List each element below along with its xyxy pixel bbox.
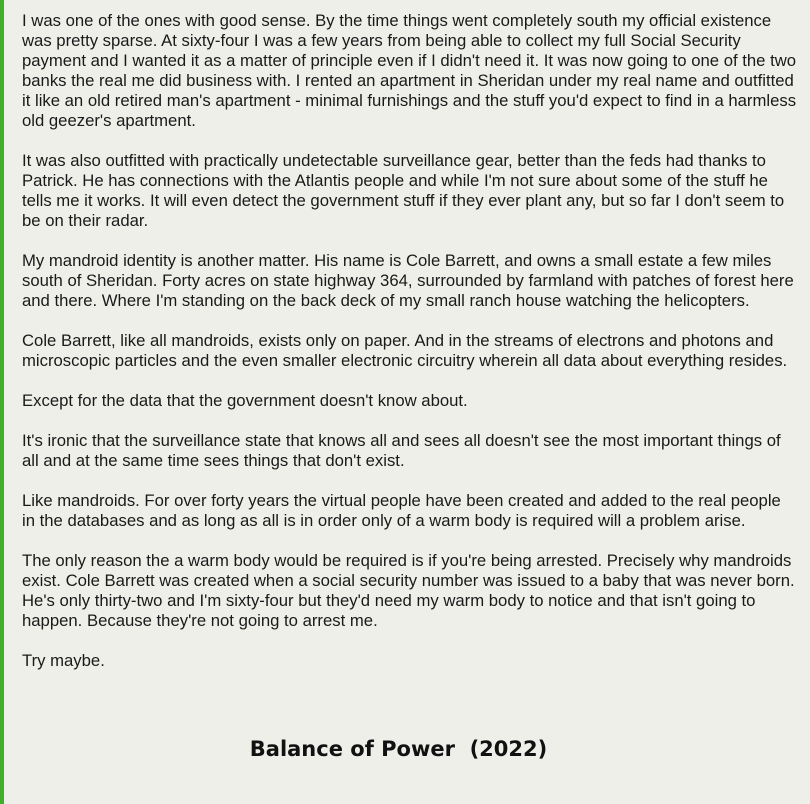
paragraph-1: I was one of the ones with good sense. By the time things went completely south my official existence was pretty sparse. At sixty-four I was a few years from being able to collect my full Social Security payment and I wanted it as a matter of principle even if I didn't need it. It was now going to one of the two banks the real me did business with. I rented an apartment in Sheridan under my real name and outfitted it like an old retired man's apartment - minimal furnishings and the stuff you'd expect to find in a harmless old geezer's apartment. (22, 11, 797, 130)
paragraph-2: It was also outfitted with practically undetectable surveillance gear, better than the feds had thanks to Patrick. He has connections with the Atlantis people and while I'm not sure about some of the stuff he tells me it works. It will even detect the government stuff if they ever plant any, but so far I don't seem to be on their radar. (22, 151, 785, 230)
paragraph-6: It's ironic that the surveillance state that knows all and sees all doesn't see the most important things of all and at the same time sees things that don't exist. (22, 431, 781, 470)
paragraph-5: Except for the data that the government doesn't know about. (22, 391, 468, 410)
left-accent-bar (0, 0, 4, 804)
paragraph-4: Cole Barrett, like all mandroids, exists only on paper. And in the streams of electrons and photons and microscopic particles and the even smaller electronic circuitry wherein all data about everything resides. (22, 331, 788, 370)
book-title: Balance of Power (2022) (249, 737, 548, 761)
story-text (22, 11, 797, 691)
paragraph-3: My mandroid identity is another matter. His name is Cole Barrett, and owns a small estate a few miles south of Sheridan. Forty acres on state highway 364, surrounded by farmland with patches of forest here and there. Where I'm standing on the back deck of my small ranch house watching the helicopters. (22, 251, 794, 310)
paragraph-8: The only reason the a warm body would be required is if you're being arrested. Precisely why mandroids exist. Cole Barrett was created when a social security number was issued to a baby that was never born. He's only thirty-two and I'm sixty-four but they'd need my warm body to notice and that isn't going to happen. Because they're not going to arrest me. (22, 551, 795, 630)
paragraph-7: Like mandroids. For over forty years the virtual people have been created and added to the real people in the databases and as long as all is in order only of a warm body is required will a problem arise. (22, 491, 781, 530)
paragraph-9: Try maybe. (22, 651, 105, 670)
